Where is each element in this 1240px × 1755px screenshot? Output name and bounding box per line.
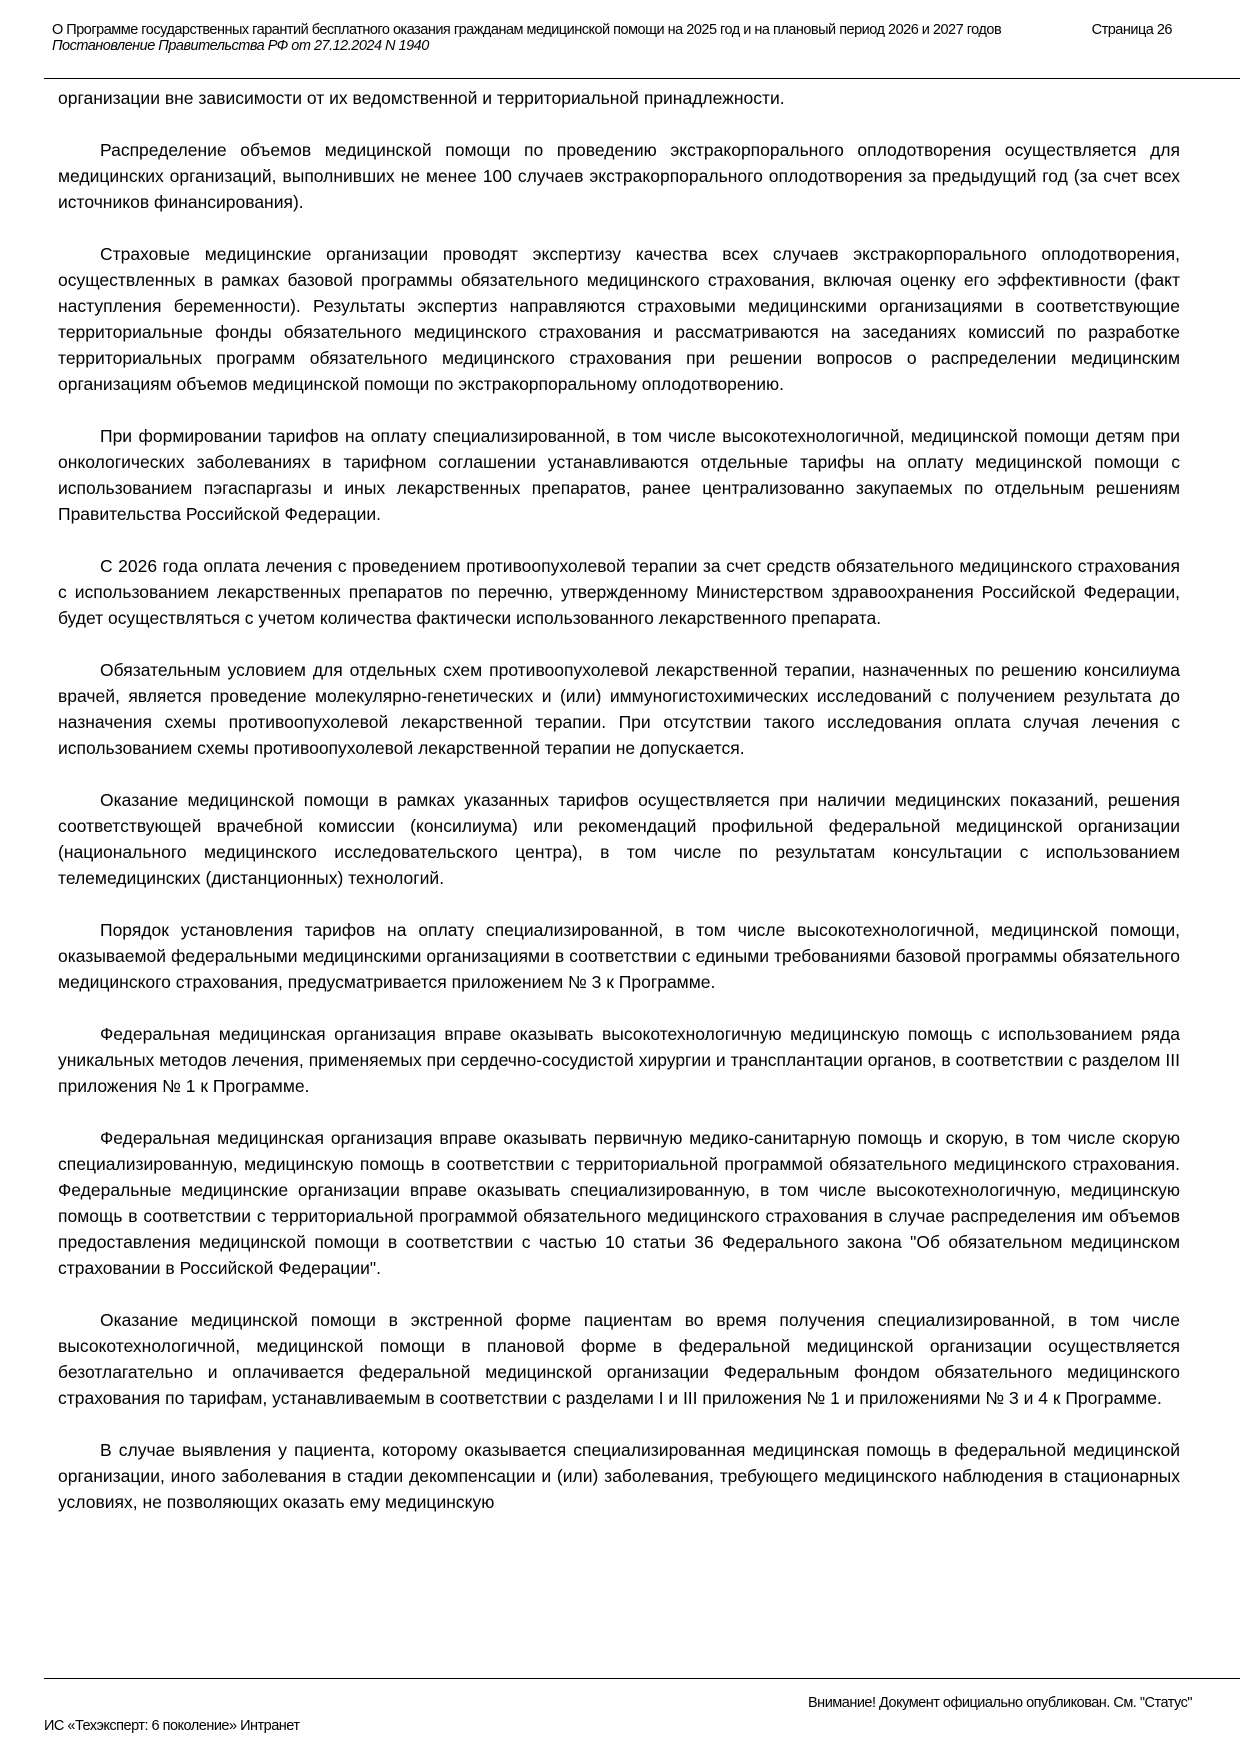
footer-divider (44, 1678, 1240, 1679)
page-header (52, 22, 1182, 54)
publication-notice: Внимание! Документ официально опубликован. См. "Статус" (808, 1695, 1192, 1711)
paragraph: Распределение объемов медицинской помощи по проведению экстракорпорального оплодотворения осуществляется для медицинских организаций, выполнивших не менее 100 случаев экстракорпорального оплодотворения за предыдущий год (за счет всех источников финансирования). (58, 140, 1180, 212)
paragraph: С 2026 года оплата лечения с проведением противоопухолевой терапии за счет средств обязательного медицинского страхования с использованием лекарственных препаратов по перечню, утвержденному Министерством здравоохранения Российской Федерации, будет осуществляться с учетом количества фактически использованного лекарственного препарата. (58, 556, 1180, 628)
document-title: О Программе государственных гарантий бесплатного оказания гражданам медицинской помощи на 2025 год и на плановый период 2026 и 2027 годов (52, 22, 1002, 38)
paragraph: Страховые медицинские организации проводят экспертизу качества всех случаев экстракорпорального оплодотворения, осуществленных в рамках базовой программы обязательного медицинского страхования, включая оценку его эффективности (факт наступления беременности). Результаты экспертиз направляются страховыми медицинскими организациями в соответствующие территориальные фонды обязательного медицинского страхования и рассматриваются на заседаниях комиссий по разработке территориальных программ обязательного медицинского страхования при решении вопросов о распределении медицинским организациям объемов медицинской помощи по экстракорпоральному оплодотворению. (58, 244, 1180, 394)
paragraph: Оказание медицинской помощи в экстренной форме пациентам во время получения специализированной, в том числе высокотехнологичной, медицинской помощи в плановой форме в федеральной медицинской организации осуществляется безотлагательно и оплачивается федеральной медицинской организации Федеральным фондом обязательного медицинского страхования по тарифам, устанавливаемым в соответствии с разделами I и III приложения № 1 и приложениями № 3 и 4 к Программе. (58, 1310, 1180, 1408)
document-body (58, 85, 1180, 1541)
header-divider (44, 78, 1240, 79)
source-label: ИС «Техэксперт: 6 поколение» Интранет (44, 1718, 300, 1734)
paragraph: Оказание медицинской помощи в рамках указанных тарифов осуществляется при наличии медицинских показаний, решения соответствующей врачебной комиссии (консилиума) или рекомендаций профильной федеральной медицинской организации (национального медицинского исследовательского центра), в том числе по результатам консультации с использованием телемедицинских (дистанционных) технологий. (58, 790, 1180, 888)
paragraph: Порядок установления тарифов на оплату специализированной, в том числе высокотехнологичной, медицинской помощи, оказываемой федеральными медицинскими организациями в соответствии с едиными требованиями базовой программы обязательного медицинского страхования, предусматривается приложением № 3 к Программе. (58, 920, 1180, 992)
paragraph: организации вне зависимости от их ведомственной и территориальной принадлежности. (58, 88, 785, 108)
paragraph: Обязательным условием для отдельных схем противоопухолевой лекарственной терапии, назначенных по решению консилиума врачей, является проведение молекулярно-генетических и (или) иммуногистохимических исследований с получением результата до назначения схемы противоопухолевой лекарственной терапии. При отсутствии такого исследования оплата случая лечения с использованием схемы противоопухолевой лекарственной терапии не допускается. (58, 660, 1180, 758)
document-subtitle: Постановление Правительства РФ от 27.12.2024 N 1940 (52, 38, 429, 54)
paragraph: Федеральная медицинская организация вправе оказывать первичную медико-санитарную помощь и скорую, в том числе скорую специализированную, медицинскую помощь в соответствии с территориальной программой обязательного медицинского страхования. Федеральные медицинские организации вправе оказывать специализированную, в том числе высокотехнологичную, медицинскую помощь в соответствии с территориальной программой обязательного медицинского страхования в случае распределения им объемов предоставления медицинской помощи в соответствии с частью 10 статьи 36 Федерального закона "Об обязательном медицинском страховании в Российской Федерации". (58, 1128, 1180, 1278)
page-number: Страница 26 (1091, 22, 1172, 38)
paragraph: Федеральная медицинская организация вправе оказывать высокотехнологичную медицинскую помощь с использованием ряда уникальных методов лечения, применяемых при сердечно-сосудистой хирургии и трансплантации органов, в соответствии с разделом III приложения № 1 к Программе. (58, 1024, 1180, 1096)
paragraph: В случае выявления у пациента, которому оказывается специализированная медицинская помощь в федеральной медицинской организации, иного заболевания в стадии декомпенсации и (или) заболевания, требующего медицинского наблюдения в стационарных условиях, не позволяющих оказать ему медицинскую (58, 1440, 1180, 1512)
paragraph: При формировании тарифов на оплату специализированной, в том числе высокотехнологичной, медицинской помощи детям при онкологических заболеваниях в тарифном соглашении устанавливаются отдельные тарифы на оплату медицинской помощи с использованием пэгаспаргазы и иных лекарственных препаратов, ранее централизованно закупаемых по отдельным решениям Правительства Российской Федерации. (58, 426, 1180, 524)
